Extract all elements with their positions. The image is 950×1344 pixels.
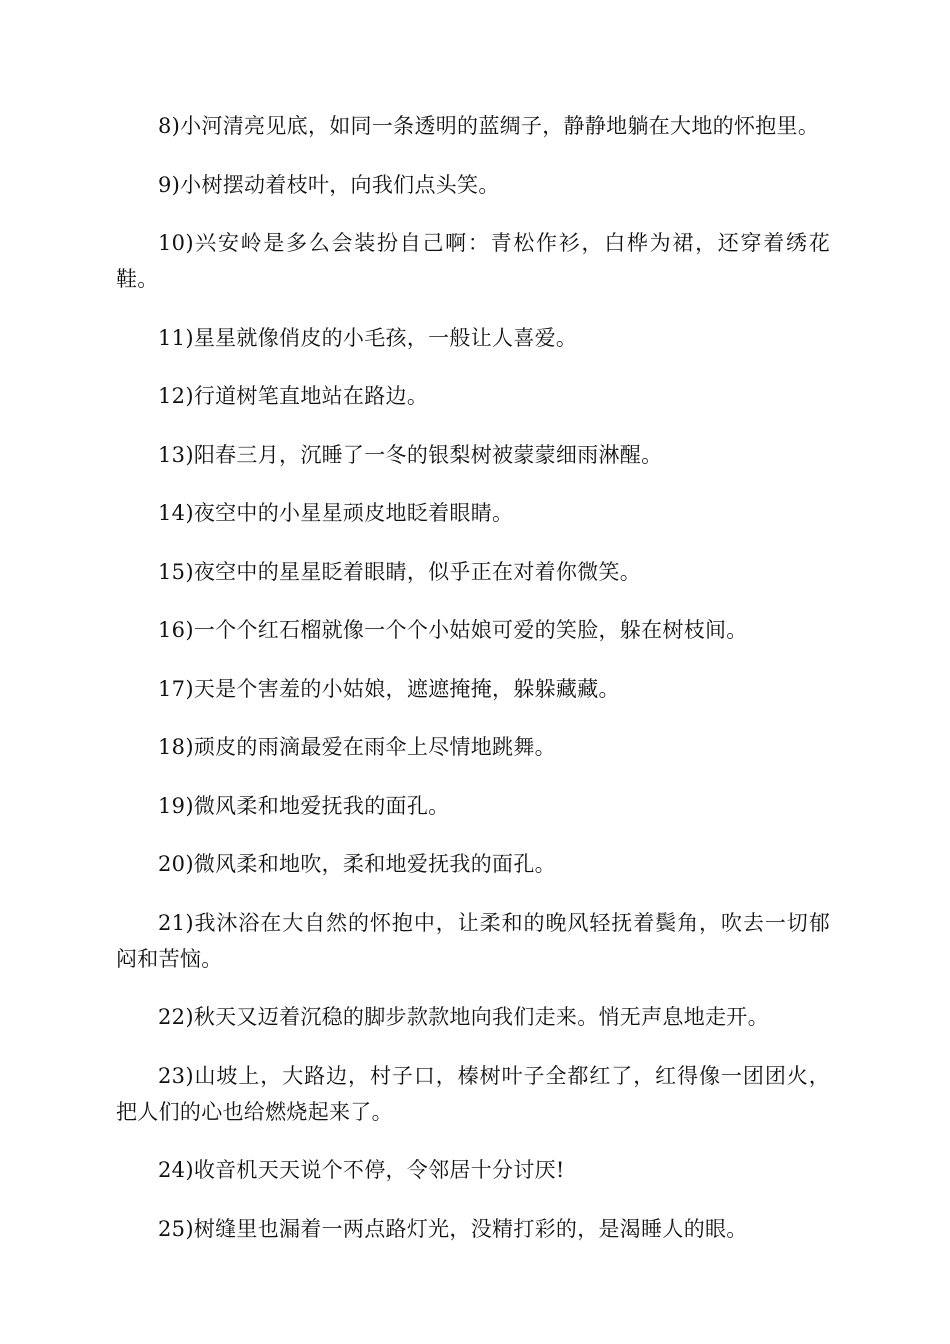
paragraph-11: 11)星星就像俏皮的小毛孩，一般让人喜爱。 bbox=[158, 325, 578, 350]
paragraph-13: 13)阳春三月，沉睡了一冬的银梨树被蒙蒙细雨淋醒。 bbox=[158, 442, 663, 467]
paragraph-21: 21)我沐浴在大自然的怀抱中，让柔和的晚风轻抚着鬓角，吹去一切郁闷和苦恼。 bbox=[116, 910, 830, 971]
paragraph-9: 9)小树摆动着枝叶，向我们点头笑。 bbox=[158, 172, 500, 197]
paragraph-17: 17)天是个害羞的小姑娘，遮遮掩掩，躲躲藏藏。 bbox=[158, 676, 620, 701]
paragraph-25: 25)树缝里也漏着一两点路灯光，没精打彩的，是渴睡人的眼。 bbox=[158, 1216, 748, 1241]
paragraph-12: 12)行道树笔直地站在路边。 bbox=[158, 384, 429, 408]
paragraph-23: 23)山坡上，大路边，村子口，榛树叶子全都红了，红得像一团团火，把人们的心也给燃烧起来了。 bbox=[116, 1063, 830, 1124]
paragraph-14: 14)夜空中的小星星顽皮地眨着眼睛。 bbox=[158, 501, 514, 525]
paragraph-8: 8)小河清亮见底，如同一条透明的蓝绸子，静静地躺在大地的怀抱里。 bbox=[158, 114, 820, 138]
paragraph-20: 20)微风柔和地吹，柔和地爱抚我的面孔。 bbox=[158, 852, 556, 876]
paragraph-18: 18)顽皮的雨滴最爱在雨伞上尽情地跳舞。 bbox=[158, 735, 556, 759]
paragraph-19: 19)微风柔和地爱抚我的面孔。 bbox=[158, 793, 450, 818]
paragraph-10: 10)兴安岭是多么会装扮自己啊：青松作衫，白桦为裙，还穿着绣花鞋。 bbox=[116, 231, 830, 291]
paragraph-16: 16)一个个红石榴就像一个个小姑娘可爱的笑脸，躲在树枝间。 bbox=[158, 618, 748, 642]
paragraph-15: 15)夜空中的星星眨着眼睛，似乎正在对着你微笑。 bbox=[158, 559, 642, 584]
paragraph-24: 24)收音机天天说个不停，令邻居十分讨厌! bbox=[158, 1158, 565, 1182]
document-body bbox=[116, 108, 830, 1269]
paragraph-22: 22)秋天又迈着沉稳的脚步款款地向我们走来。悄无声息地走开。 bbox=[158, 1005, 769, 1029]
